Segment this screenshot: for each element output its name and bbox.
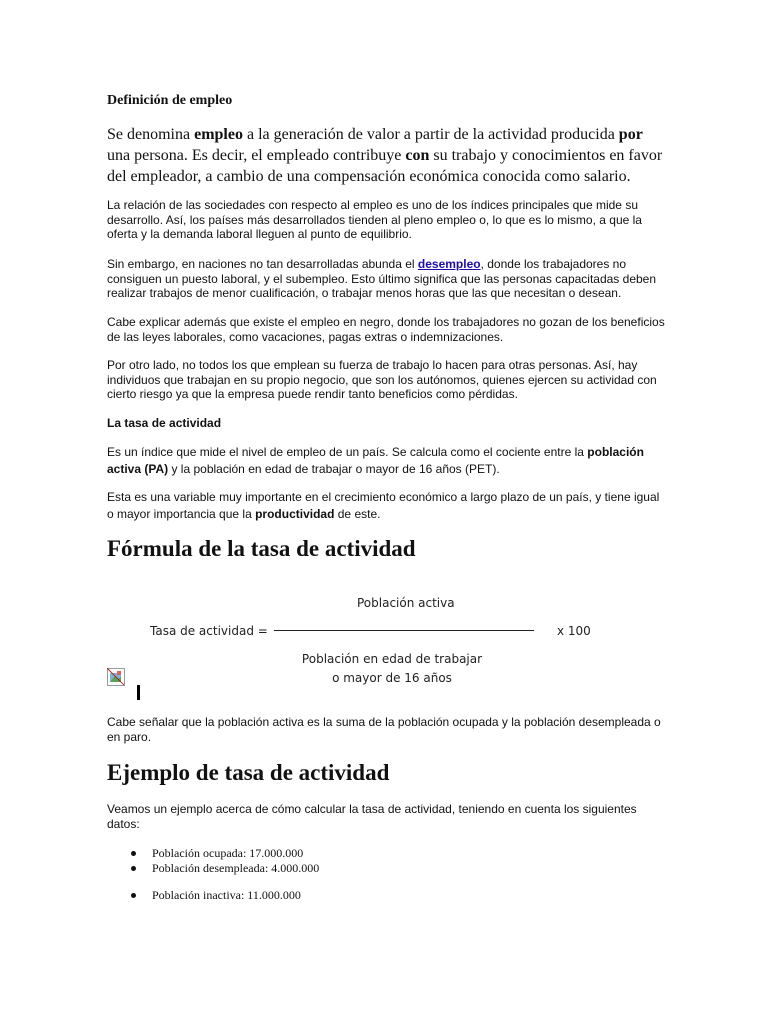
desempleo-link[interactable]: desempleo [417,257,481,271]
list-item-text: Población ocupada: 17.000.000 [152,846,304,860]
broken-image-icon [107,668,135,698]
formula-denominator [297,650,487,688]
paragraph-desempleo-text-1: Sin embargo, en naciones no tan desarrolladas abunda el [107,257,418,271]
list-item-text: Población inactiva: 11.000.000 [152,888,301,902]
paragraph-ejemplo-intro: Veamos un ejemplo acerca de cómo calcular la tasa de actividad, teniendo en cuenta los siguientes datos: [107,802,637,831]
section-heading-tasa: La tasa de actividad [107,416,222,430]
formula-multiplier: x 100 [557,624,591,638]
text-cursor [137,685,140,700]
bold-poblacion-activa: población activa (PA) [107,445,644,476]
formula-numerator: Población activa [357,596,455,610]
intro-text-2: a la generación de valor a partir de la actividad producida [242,126,619,143]
heading-formula: Fórmula de la tasa de actividad [107,536,416,561]
paragraph-indice-text-2: y la población en edad de trabajar o mayor de 16 años (PET). [168,462,500,476]
paragraph-variable [107,489,667,523]
paragraph-nota-poblacion: Cabe señalar que la población activa es la suma de la población ocupada y la población desempleada o en paro. [107,715,661,744]
paragraph-autonomos: Por otro lado, no todos los que emplean su fuerza de trabajo lo hacen para otras personas. Así, hay individuos que trabajan en su propio negocio, que son los autónomos, quienes ejercen su actividad con cierto riesgo ya que la empresa puede rendir tanto beneficios como pérdidas. [107,358,657,401]
formula-denominator-line-1: Población en edad de trabajar [301,652,483,666]
bullet-icon [131,893,136,898]
intro-bold-empleo: empleo [194,126,243,143]
heading-ejemplo: Ejemplo de tasa de actividad [107,760,390,785]
paragraph-indice-text-1: Es un índice que mide el nivel de empleo de un país. Se calcula como el cociente entre la [107,445,588,459]
formula-denominator-line-2: o mayor de 16 años [332,671,452,685]
section-heading-definicion: Definición de empleo [107,93,233,108]
intro-text-3: una persona. Es decir, el empleado contribuye [107,147,406,164]
formula-fraction-line [274,630,534,631]
intro-bold-con: con [405,147,430,164]
paragraph-relacion: La relación de las sociedades con respecto al empleo es uno de los índices principales que mide su desarrollo. Así, los países más desarrollados tienden al pleno empleo o, lo que es lo mismo, a que la oferta y la demanda laboral lleguen al punto de equilibrio. [107,198,642,241]
list-item [107,846,667,861]
intro-text-1: Se denomina [107,126,195,143]
paragraph-variable-text-2: de este. [334,507,381,521]
formula-image [147,590,647,690]
list-item [107,861,667,876]
intro-paragraph [107,124,667,187]
list-item [107,888,667,903]
bullet-icon [131,866,136,871]
paragraph-empleo-negro: Cabe explicar además que existe el empleo en negro, donde los trabajadores no gozan de los beneficios de las leyes laborales, como vacaciones, pagas extras o indemnizaciones. [107,315,665,344]
bullet-icon [131,851,136,856]
data-list [107,846,667,903]
bold-productividad: productividad [255,507,335,521]
formula-lhs: Tasa de actividad = [150,624,268,638]
list-item-text: Población desempleada: 4.000.000 [152,860,320,875]
paragraph-desempleo [107,257,667,301]
paragraph-desempleo-text-2: , donde los trabajadores no consiguen un puesto laboral, y el subempleo. Esto último significa que las personas capacitadas deben realizar trabajos de menor cualificación, o trabajar menos horas que las que necesitan o desean. [107,257,657,300]
intro-text-4: su trabajo y conocimientos en favor del empleador, a cambio de una compensación económica conocida como salario. [107,147,663,185]
intro-bold-por: por [618,126,643,143]
paragraph-variable-text-1: Esta es una variable muy importante en el crecimiento económico a largo plazo de un país, y tiene igual o mayor importancia que la [107,490,660,521]
paragraph-indice [107,444,667,478]
